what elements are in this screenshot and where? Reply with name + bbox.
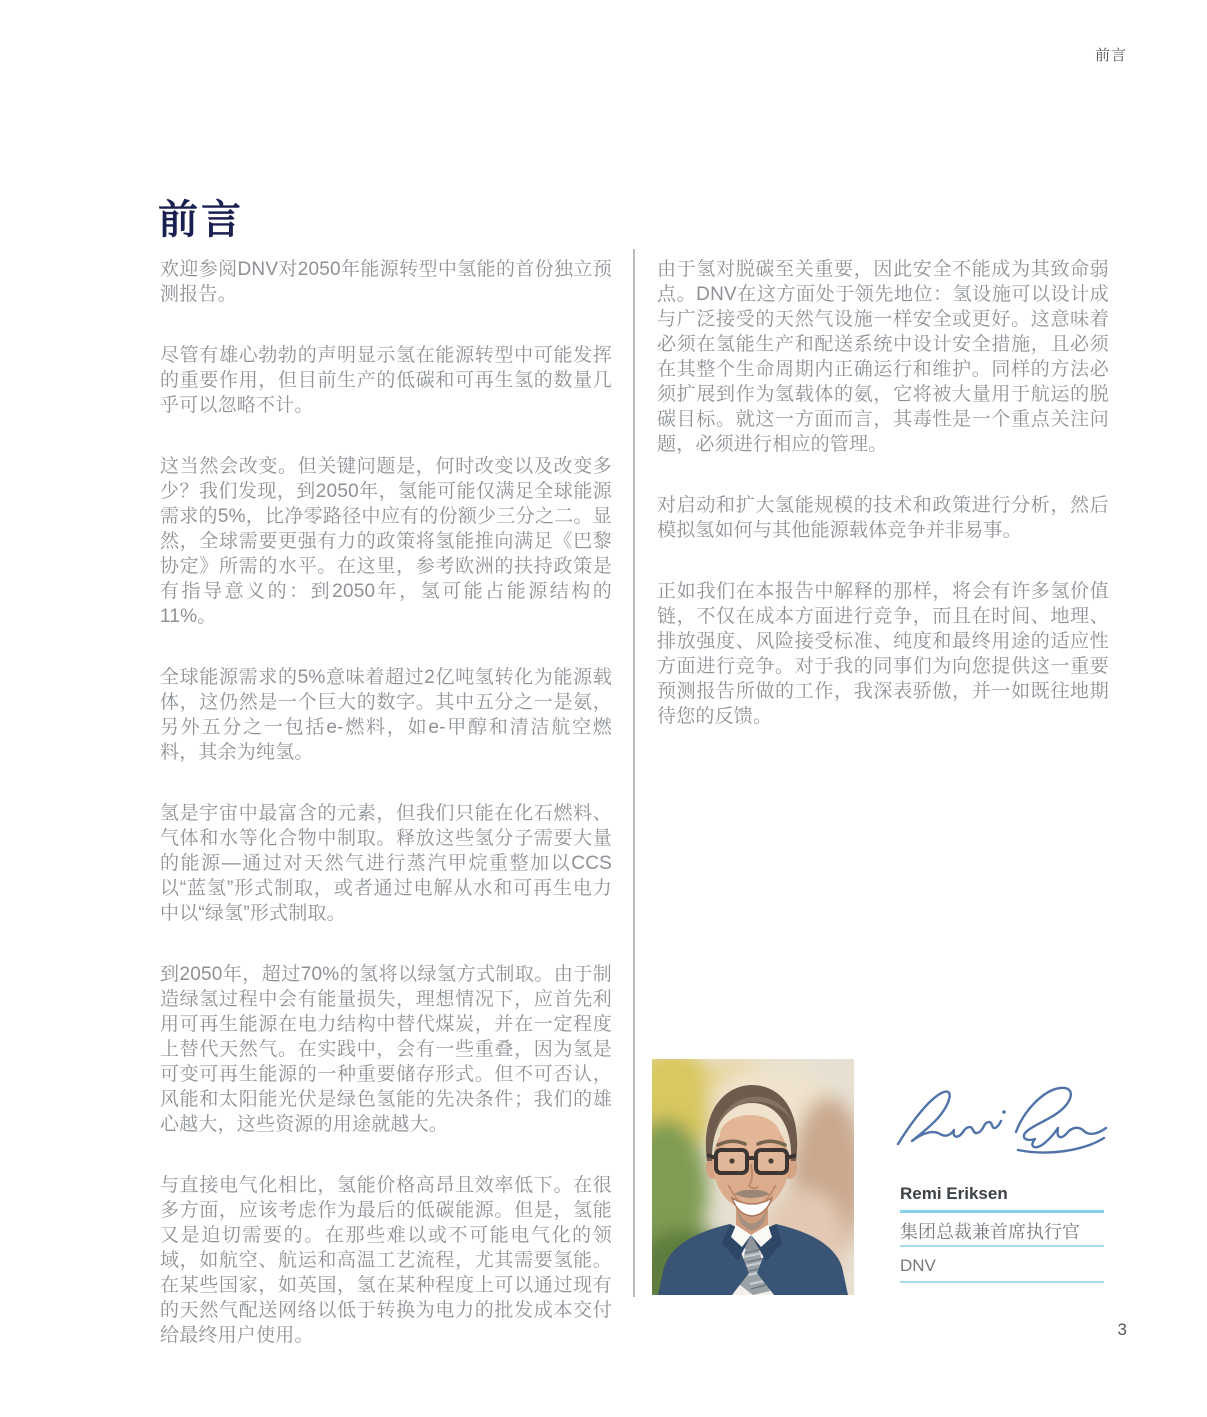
paragraph: 正如我们在本报告中解释的那样，将会有许多氢价值链，不仅在成本方面进行竞争，而且在时间、地理、排放强度、风险接受标准、纯度和最终用途的适应性方面进行竞争。对于我的同事们为向您提供这一重要预测报告所做的工作，我深表骄傲，并一如既往地期待您的反馈。 bbox=[657, 581, 1109, 727]
paragraph: 全球能源需求的5%意味着超过2亿吨氢转化为能源载体，这仍然是一个巨大的数字。其中五分之一是氨，另外五分之一包括e-燃料，如e-甲醇和清洁航空燃料，其余为纯氢。 bbox=[160, 667, 612, 763]
paragraph: 由于氢对脱碳至关重要，因此安全不能成为其致命弱点。DNV在这方面处于领先地位：氢设施可以设计成与广泛接受的天然气设施一样安全或更好。这意味着必须在氢能生产和配送系统中设计安全措施，且必须在其整个生命周期内正确运行和维护。同样的方法必须扩展到作为氢载体的氨，它将被大量用于航运的脱碳目标。就这一方面而言，其毒性是一个重点关注问题，必须进行相应的管理。 bbox=[657, 259, 1109, 455]
paragraph: 对启动和扩大氢能规模的技术和政策进行分析，然后模拟氢如何与其他能源载体竞争并非易事。 bbox=[657, 495, 1109, 541]
signatory-role: 集团总裁兼首席执行官 bbox=[900, 1213, 1104, 1247]
page-number: 3 bbox=[1117, 1320, 1127, 1339]
column-divider bbox=[633, 249, 635, 1297]
paragraph: 欢迎参阅DNV对2050年能源转型中氢能的首份独立预测报告。 bbox=[160, 259, 612, 305]
signatory-company: DNV bbox=[900, 1247, 1104, 1283]
paragraph: 与直接电气化相比，氢能价格高昂且效率低下。在很多方面，应该考虑作为最后的低碳能源。但是，氢能又是迫切需要的。在那些难以或不可能电气化的领域，如航空、航运和高温工艺流程，尤其需要氢能。在某些国家，如英国，氢在某种程度上可以通过现有的天然气配送网络以低于转换为电力的批发成本交付给最终用户使用。 bbox=[160, 1175, 612, 1346]
paragraph: 尽管有雄心勃勃的声明显示氢在能源转型中可能发挥的重要作用，但目前生产的低碳和可再生氢的数量几乎可以忽略不计。 bbox=[160, 345, 612, 416]
paragraph: 氢是宇宙中最富含的元素，但我们只能在化石燃料、气体和水等化合物中制取。释放这些氢分子需要大量的能源—通过对天然气进行蒸汽甲烷重整加以CCS以“蓝氢”形式制取，或者通过电解从水和可再生电力中以“绿氢”形式制取。 bbox=[160, 803, 612, 924]
right-column bbox=[657, 257, 1109, 765]
paragraph: 到2050年，超过70%的氢将以绿氢方式制取。由于制造绿氢过程中会有能量损失，理想情况下，应首先利用可再生能源在电力结构中替代煤炭，并在一定程度上替代天然气。在实践中，会有一些重叠，因为氢是可变可再生能源的一种重要储存形式。但不可否认，风能和太阳能光伏是绿色氢能的先决条件；我们的雄心越大，这些资源的用途就越大。 bbox=[160, 964, 612, 1135]
paragraph: 这当然会改变。但关键问题是，何时改变以及改变多少？我们发现，到2050年，氢能可能仅满足全球能源需求的5%，比净零路径中应有的份额少三分之二。显然，全球需要更强有力的政策将氢能推向满足《巴黎协定》所需的水平。在这里，参考欧洲的扶持政策是有指导意义的：到2050年，氢可能占能源结构的11%。 bbox=[160, 456, 612, 627]
page-title: 前言 bbox=[158, 197, 244, 242]
left-column bbox=[160, 257, 612, 1384]
signature-image bbox=[888, 1076, 1108, 1171]
portrait-photo bbox=[652, 1059, 854, 1295]
signatory-block bbox=[900, 1184, 1104, 1283]
running-header: 前言 bbox=[1094, 47, 1127, 64]
signatory-name: Remi Eriksen bbox=[900, 1184, 1104, 1213]
